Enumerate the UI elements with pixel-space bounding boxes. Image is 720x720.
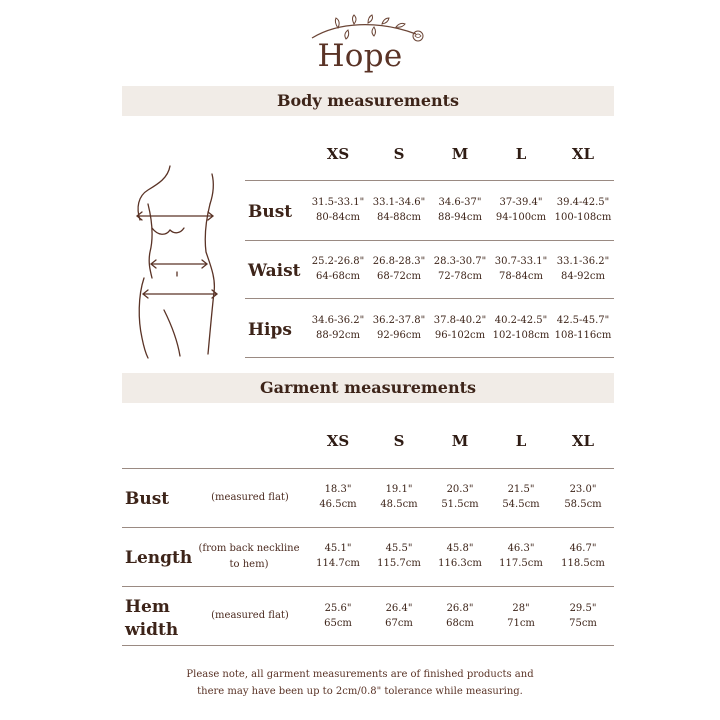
garment-measurements-band	[122, 373, 614, 403]
garment-hem-xl: 29.5" 75cm	[569, 603, 597, 629]
body-bust-xl: 39.4-42.5" 100-108cm	[554, 197, 612, 223]
body-hips-xs: 34.6-36.2" 88-92cm	[311, 315, 365, 341]
body-waist-l: 30.7-33.1" 78-84cm	[494, 256, 548, 282]
footnote-line-1: Please note, all garment measurements are of finished products and	[186, 669, 534, 680]
garment-rule-3	[122, 586, 614, 587]
garment-rule-4	[122, 645, 614, 646]
garment-bust-xl: 23.0" 58.5cm	[564, 484, 602, 510]
garment-row-hem-label: Hem width	[125, 597, 179, 640]
garment-row-bust-label: Bust	[125, 489, 170, 509]
body-bust-l: 37-39.4" 94-100cm	[495, 197, 547, 223]
body-waist-xl: 33.1-36.2" 84-92cm	[556, 256, 610, 282]
garment-length-l: 46.3" 117.5cm	[499, 543, 543, 569]
body-measurements-title: Body measurements	[276, 91, 460, 110]
garment-length-xs: 45.1" 114.7cm	[316, 543, 360, 569]
body-bust-xs: 31.5-33.1" 80-84cm	[311, 197, 365, 223]
body-rule-3	[245, 298, 614, 299]
garment-size-l: L	[515, 432, 527, 450]
body-waist-m: 28.3-30.7" 72-78cm	[433, 256, 487, 282]
body-size-xl: XL	[571, 145, 595, 163]
garment-bust-l: 21.5" 54.5cm	[502, 484, 540, 510]
body-waist-xs: 25.2-26.8" 64-68cm	[311, 256, 365, 282]
garment-length-note: (from back neckline to hem)	[198, 543, 300, 570]
body-rule-4	[245, 357, 614, 358]
body-size-m: M	[451, 145, 469, 163]
garment-length-s: 45.5" 115.7cm	[377, 543, 421, 569]
body-outline-icon	[130, 160, 225, 360]
body-row-bust-label: Bust	[248, 202, 293, 222]
footnote-line-2: there may have been up to 2cm/0.8" tolerance while measuring.	[197, 686, 523, 697]
garment-hem-l: 28" 71cm	[507, 603, 535, 629]
garment-bust-s: 19.1" 48.5cm	[380, 484, 418, 510]
garment-bust-m: 20.3" 51.5cm	[441, 484, 479, 510]
body-size-s: S	[393, 145, 405, 163]
brand-name: Hope	[317, 38, 403, 74]
body-hips-xl: 42.5-45.7" 108-116cm	[554, 315, 612, 341]
body-hips-m: 37.8-40.2" 96-102cm	[433, 315, 487, 341]
garment-hem-note: (measured flat)	[211, 610, 289, 621]
body-row-hips-label: Hips	[248, 320, 292, 340]
garment-hem-s: 26.4" 67cm	[385, 603, 413, 629]
garment-size-xs: XS	[326, 432, 350, 450]
garment-length-m: 45.8" 116.3cm	[438, 543, 482, 569]
garment-rule-2	[122, 527, 614, 528]
garment-size-s: S	[393, 432, 405, 450]
body-measurements-band	[122, 86, 614, 116]
body-bust-s: 33.1-34.6" 84-88cm	[372, 197, 426, 223]
garment-size-m: M	[451, 432, 469, 450]
body-bust-m: 34.6-37" 88-94cm	[438, 197, 482, 223]
garment-bust-xs: 18.3" 46.5cm	[319, 484, 357, 510]
garment-measurements-title: Garment measurements	[259, 378, 477, 397]
garment-bust-note: (measured flat)	[211, 492, 289, 503]
garment-size-xl: XL	[571, 432, 595, 450]
body-size-l: L	[515, 145, 527, 163]
body-hips-l: 40.2-42.5" 102-108cm	[492, 315, 550, 341]
garment-rule-1	[122, 468, 614, 469]
body-hips-s: 36.2-37.8" 92-96cm	[372, 315, 426, 341]
body-waist-s: 26.8-28.3" 68-72cm	[372, 256, 426, 282]
body-rule-1	[245, 180, 614, 181]
body-size-xs: XS	[326, 145, 350, 163]
garment-length-xl: 46.7" 118.5cm	[561, 543, 605, 569]
garment-hem-xs: 25.6" 65cm	[324, 603, 352, 629]
body-rule-2	[245, 240, 614, 241]
body-row-waist-label: Waist	[248, 261, 301, 281]
garment-hem-m: 26.8" 68cm	[446, 603, 474, 629]
footnote	[150, 666, 570, 700]
garment-row-length-label: Length	[125, 548, 193, 568]
